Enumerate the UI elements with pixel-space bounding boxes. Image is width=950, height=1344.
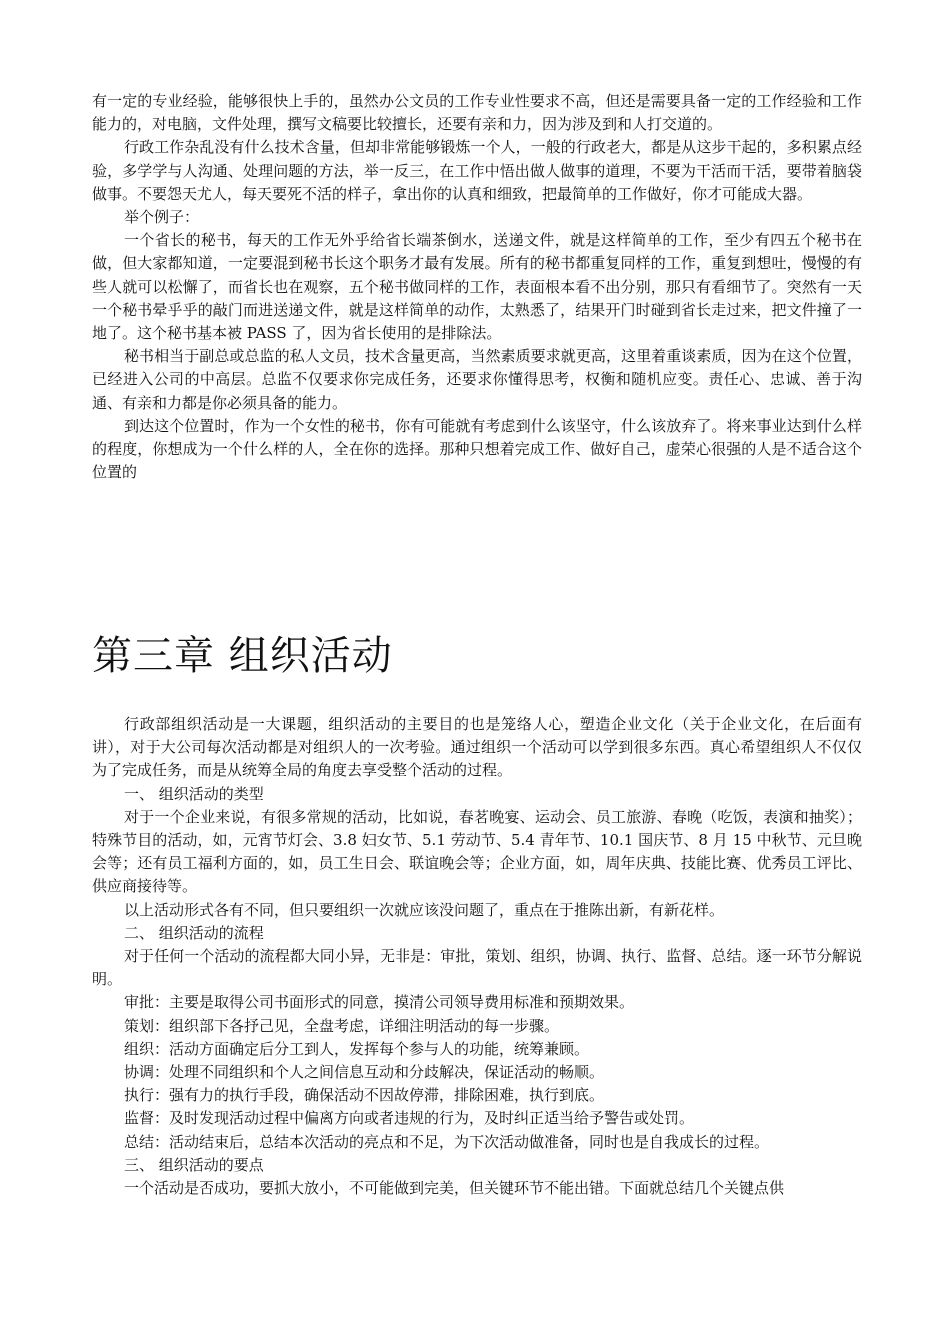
process-step-execution: 执行：强有力的执行手段，确保活动不因故停滞，排除困难，执行到底。 (124, 1086, 605, 1105)
paragraph-governor-secretary: 一个省长的秘书，每天的工作无外乎给省长端茶倒水，送递文件，就是这样简单的工作，至少有四五个秘书在做，但大家都知道，一定要混到秘书长这个职务才最有发展。所有的秘书都重复同样的工作，重复到想吐，慢慢的有些人就可以松懈了，而省长也在观察，五个秘书做同样的工作，表面根本看不出分别，那只有看细节了。突然有一天一个秘书晕乎乎的敲门而进送递文件，就是这样简单的动作，太熟悉了，结果开门时碰到省长走过来，把文件撞了一地了。这个秘书基本被 PASS 了，因为省长使用的是排除法。 (92, 231, 862, 343)
paragraph-activity-types: 对于一个企业来说，有很多常规的活动，比如说，春茗晚宴、运动会、员工旅游、春晚（吃饭，表演和抽奖）；特殊节目的活动，如，元宵节灯会、3.8 妇女节、5.1 劳动节、5.4 青年节、10.1 国庆节、8 月 15 中秋节、元旦晚会等；还有员工福利方面的，如，员工生日会、联谊晚会等；企业方面，如，周年庆典、技能比赛、优秀员工评比、供应商接待等。 (92, 807, 862, 896)
paragraph-activity-forms: 以上活动形式各有不同，但只要组织一次就应该没问题了，重点在于推陈出新，有新花样。 (124, 900, 725, 919)
paragraph-process-overview: 对于任何一个活动的流程都大同小异，无非是：审批，策划、组织，协调、执行、监督、总结。逐一环节分解说明。 (92, 947, 862, 989)
paragraph-continuation: 有一定的专业经验，能够很快上手的，虽然办公文员的工作专业性要求不高，但还是需要具备一定的工作经验和工作能力的，对电脑，文件处理，撰写文稿要比较擅长，还要有亲和力，因为涉及到和人打交道的。 (92, 92, 862, 134)
process-step-summary: 总结：活动结束后，总结本次活动的亮点和不足，为下次活动做准备，同时也是自我成长的过程。 (124, 1132, 770, 1151)
paragraph-activity-intro: 行政部组织活动是一大课题，组织活动的主要目的也是笼络人心，塑造企业文化（关于企业文化，在后面有讲），对于大公司每次活动都是对组织人的一次考验。通过组织一个活动可以学到很多东西。真心希望组织人不仅仅为了完成任务，而是从统筹全局的角度去享受整个活动的过程。 (92, 715, 862, 780)
paragraph-example-intro: 举个例子： (124, 208, 200, 227)
section-heading-types: 一、 组织活动的类型 (124, 784, 264, 803)
top-text-block (92, 90, 862, 484)
paragraph-secretary-role: 秘书相当于副总或总监的私人文员，技术含量更高，当然素质要求就更高，这里着重谈素质，因为在这个位置，已经进入公司的中高层。总监不仅要求你完成任务，还要求你懂得思考，权衡和随机应变。责任心、忠诚、善于沟通、有亲和力都是你必须具备的能力。 (92, 347, 862, 412)
paragraph-admin-work: 行政工作杂乱没有什么技术含量，但却非常能够锻炼一个人，一般的行政老大，都是从这步干起的，多积累点经验，多学学与人沟通、处理问题的方法，举一反三，在工作中悟出做人做事的道理，不要为干活而干活，要带着脑袋做事。不要怨天尤人，每天要死不活的样子，拿出你的认真和细致，把最简单的工作做好，你才可能成大器。 (92, 138, 862, 203)
paragraph-female-secretary: 到达这个位置时，作为一个女性的秘书，你有可能就有考虑到什么该坚守，什么该放弃了。将来事业达到什么样的程度，你想成为一个什么样的人，全在你的选择。那种只想着完成工作、做好自己，虚荣心很强的人是不适合这个位置的 (92, 416, 862, 482)
process-step-coordination: 协调：处理不同组织和个人之间信息互动和分歧解决，保证活动的畅顺。 (124, 1063, 605, 1082)
section-heading-key-points: 三、 组织活动的要点 (124, 1155, 264, 1174)
process-step-approval: 审批：主要是取得公司书面形式的同意，摸清公司领导费用标准和预期效果。 (124, 993, 635, 1012)
section-heading-process: 二、 组织活动的流程 (124, 923, 264, 942)
process-step-planning: 策划：组织部下各抒己见，全盘考虑，详细注明活动的每一步骤。 (124, 1016, 560, 1035)
chapter-title: 第三章 组织活动 (92, 633, 393, 679)
paragraph-key-points-intro: 一个活动是否成功，要抓大放小，不可能做到完美，但关键环节不能出错。下面就总结几个关键点供 (124, 1179, 785, 1198)
process-step-supervision: 监督：及时发现活动过程中偏离方向或者违规的行为，及时纠正适当给予警告或处罚。 (124, 1109, 695, 1128)
chapter-text-block (92, 713, 862, 1200)
process-step-organizing: 组织：活动方面确定后分工到人，发挥每个参与人的功能，统筹兼顾。 (124, 1039, 590, 1058)
